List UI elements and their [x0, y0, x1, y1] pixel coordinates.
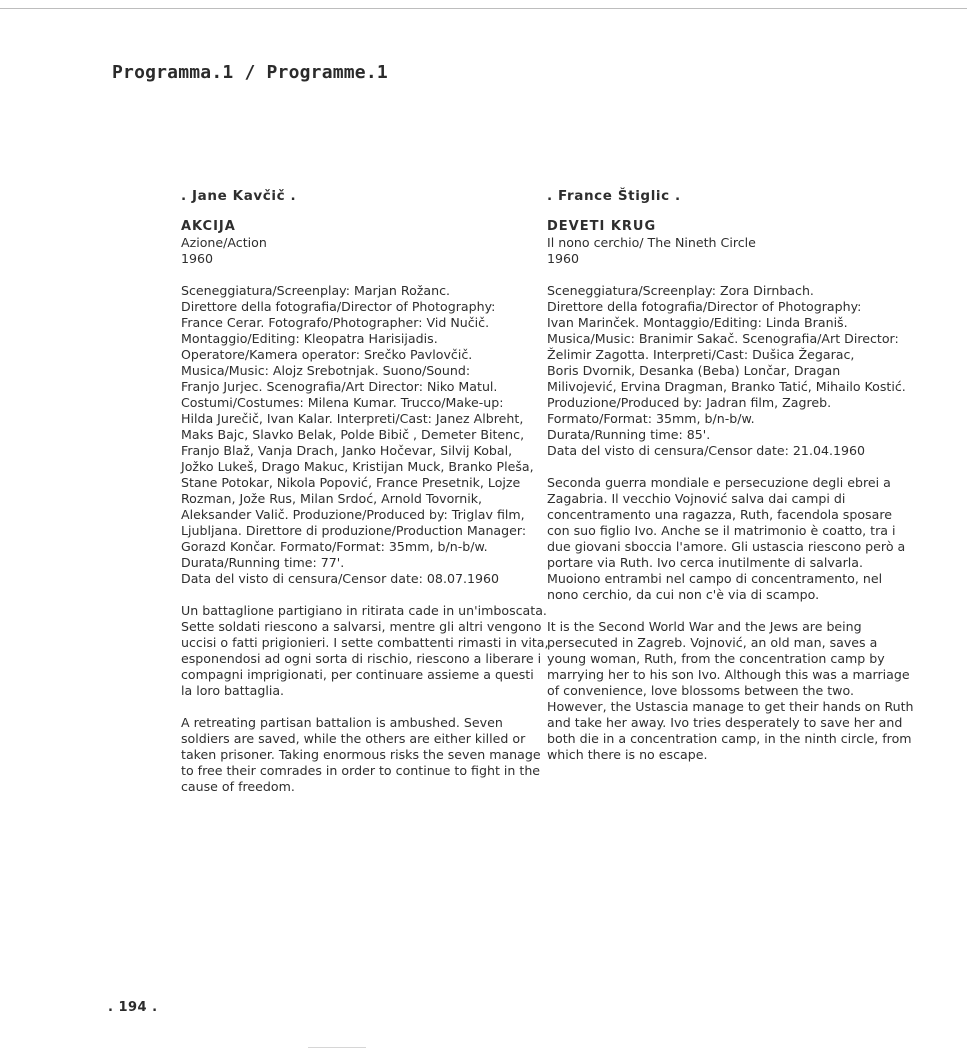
film-title: DEVETI KRUG [547, 219, 657, 234]
director-name: . Jane Kavčič . [181, 188, 297, 204]
synopsis-line: A retreating partisan battalion is ambushed. Seven [181, 715, 503, 730]
credits-line: Direttore della fotografia/Director of Photography: [181, 299, 496, 314]
credits-line: Data del visto di censura/Censor date: 08.07.1960 [181, 571, 500, 586]
synopsis-line: taken prisoner. Taking enormous risks the seven manage [181, 747, 541, 762]
synopsis-line: concentramento una ragazza, Ruth, facendola sposare [547, 507, 892, 522]
synopsis-line: soldiers are saved, while the others are either killed or [181, 731, 526, 746]
credits-line: Rozman, Jože Rus, Milan Srdoć, Arnold Tovornik, [181, 491, 483, 506]
credits-line: Hilda Jurečič, Ivan Kalar. Interpreti/Cast: Janez Albreht, [181, 411, 524, 426]
credits-line: Data del visto di censura/Censor date: 21.04.1960 [547, 443, 866, 458]
credits-line: Sceneggiatura/Screenplay: Marjan Rožanc. [181, 283, 451, 298]
credits-line: France Cerar. Fotografo/Photographer: Vid Nučič. [181, 315, 490, 330]
synopsis-line: Sette soldati riescono a salvarsi, mentre gli altri vengono [181, 619, 542, 634]
synopsis-line: cause of freedom. [181, 779, 295, 794]
synopsis-line: la loro battaglia. [181, 683, 285, 698]
credits-line: Franjo Jurjec. Scenografia/Art Director: Niko Matul. [181, 379, 498, 394]
synopsis-line: However, the Ustascia manage to get their hands on Ruth [547, 699, 914, 714]
synopsis-line: of convenience, love blossoms between the two. [547, 683, 854, 698]
film-subtitle: Azione/Action [181, 235, 267, 250]
synopsis-italian [181, 603, 549, 699]
credits-line: Aleksander Valič. Produzione/Produced by: Triglav film, [181, 507, 525, 522]
film-entry-left [181, 187, 549, 795]
synopsis-line: due giovani sboccia l'amore. Gli ustascia riescono però a [547, 539, 906, 554]
credits-line: Franjo Blaž, Vanja Drach, Janko Hočevar, Silvij Kobal, [181, 443, 513, 458]
top-rule [0, 8, 967, 9]
film-title: AKCIJA [181, 219, 236, 234]
synopsis-line: Seconda guerra mondiale e persecuzione degli ebrei a [547, 475, 891, 490]
credits-line: Stane Potokar, Nikola Popović, France Presetnik, Lojze [181, 475, 521, 490]
synopsis-line: Muoiono entrambi nel campo di concentramento, nel [547, 571, 883, 586]
synopsis-line: marrying her to his son Ivo. Although this was a marriage [547, 667, 910, 682]
credits-line: Durata/Running time: 85'. [547, 427, 711, 442]
synopsis-english [547, 619, 914, 763]
synopsis-line: con suo figlio Ivo. Anche se il matrimonio è coatto, tra i [547, 523, 896, 538]
synopsis-line: which there is no escape. [547, 747, 708, 762]
credits-line: Formato/Format: 35mm, b/n-b/w. [547, 411, 755, 426]
synopsis-line: It is the Second World War and the Jews are being [547, 619, 862, 634]
credits-line: Musica/Music: Branimir Sakač. Scenografia/Art Director: [547, 331, 899, 346]
synopsis-line: nono cerchio, da cui non c'è via di scampo. [547, 587, 820, 602]
director-name: . France Štiglic . [547, 188, 681, 204]
synopsis-line: portare via Ruth. Ivo cerca inutilmente di salvarla. [547, 555, 863, 570]
page-title: Programma.1 / Programme.1 [112, 62, 388, 83]
credits-line: Ljubljana. Direttore di produzione/Production Manager: [181, 523, 527, 538]
film-subtitle: Il nono cerchio/ The Nineth Circle [547, 235, 756, 250]
credits-line: Sceneggiatura/Screenplay: Zora Dirnbach. [547, 283, 814, 298]
credits-line: Ivan Marinček. Montaggio/Editing: Linda Braniš. [547, 315, 848, 330]
credits-line: Montaggio/Editing: Kleopatra Harisijadis. [181, 331, 438, 346]
film-year: 1960 [547, 251, 580, 266]
credits-line: Maks Bajc, Slavko Belak, Polde Bibič , Demeter Bitenc, [181, 427, 525, 442]
credits-line: Operatore/Kamera operator: Srečko Pavlovčič. [181, 347, 473, 362]
synopsis-line: both die in a concentration camp, in the ninth circle, from [547, 731, 912, 746]
synopsis-english [181, 715, 541, 795]
synopsis-line: esponendosi ad ogni sorta di rischio, riescono a liberare i [181, 651, 542, 666]
synopsis-line: Un battaglione partigiano in ritirata cade in un'imboscata. [181, 603, 547, 618]
synopsis-line: compagni imprigionati, per continuare assieme a questi [181, 667, 534, 682]
credits-line: Želimir Zagotta. Interpreti/Cast: Dušica Žegarac, [547, 347, 855, 362]
synopsis-line: uccisi o fatti prigionieri. I sette combattenti rimasti in vita, [181, 635, 549, 650]
synopsis-line: persecuted in Zagreb. Vojnović, an old man, saves a [547, 635, 878, 650]
synopsis-line: to free their comrades in order to continue to fight in the [181, 763, 541, 778]
credits-line: Jožko Lukeš, Drago Makuc, Kristijan Muck, Branko Pleša, [181, 459, 534, 474]
credits-line: Gorazd Končar. Formato/Format: 35mm, b/n-b/w. [181, 539, 488, 554]
credits-block [547, 283, 906, 459]
bottom-rule [308, 1047, 366, 1048]
credits-line: Milivojević, Ervina Dragman, Branko Tatić, Mihailo Kostić. [547, 379, 906, 394]
page-number: . 194 . [108, 1000, 158, 1015]
credits-line: Produzione/Produced by: Jadran film, Zagreb. [547, 395, 832, 410]
synopsis-line: young woman, Ruth, from the concentration camp by [547, 651, 885, 666]
synopsis-line: and take her away. Ivo tries desperately to save her and [547, 715, 903, 730]
credits-block [181, 283, 534, 587]
synopsis-italian [547, 475, 906, 603]
credits-line: Musica/Music: Alojz Srebotnjak. Suono/Sound: [181, 363, 471, 378]
credits-line: Boris Dvornik, Desanka (Beba) Lončar, Dragan [547, 363, 841, 378]
film-year: 1960 [181, 251, 214, 266]
credits-line: Direttore della fotografia/Director of Photography: [547, 299, 862, 314]
credits-line: Durata/Running time: 77'. [181, 555, 345, 570]
credits-line: Costumi/Costumes: Milena Kumar. Trucco/Make-up: [181, 395, 504, 410]
film-entry-right [547, 187, 914, 763]
synopsis-line: Zagabria. Il vecchio Vojnović salva dai campi di [547, 491, 846, 506]
